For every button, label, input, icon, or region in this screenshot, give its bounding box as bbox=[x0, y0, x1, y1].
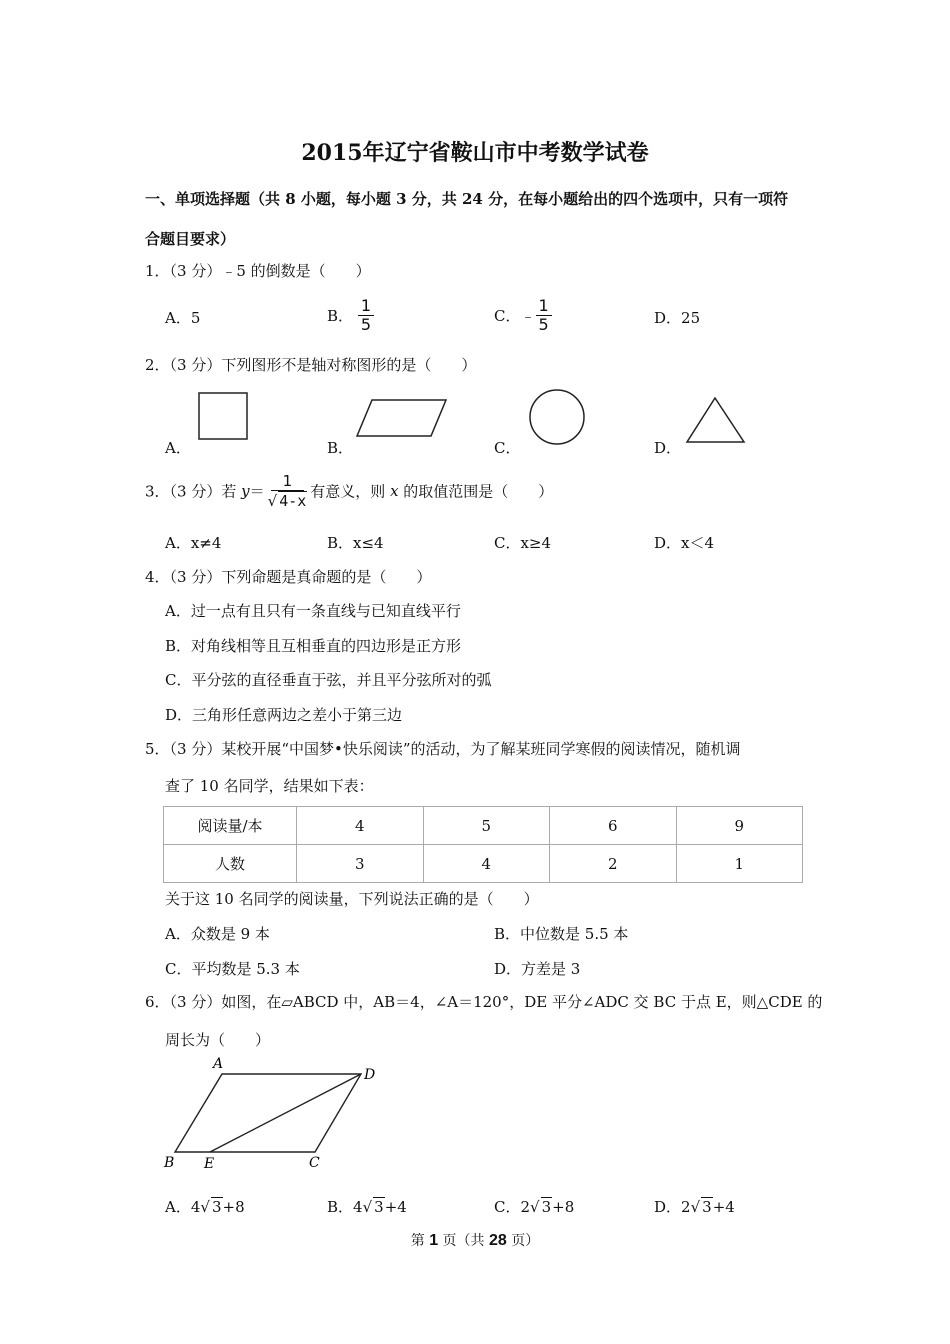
footer-page-total: 28 bbox=[489, 1232, 507, 1249]
q1-option-c bbox=[494, 297, 552, 334]
q2-stem: 2．（3 分）下列图形不是轴对称图形的是（ ） bbox=[145, 356, 477, 374]
minus-sign: ﹣ bbox=[520, 307, 536, 325]
table-row bbox=[164, 845, 803, 883]
q1-option-a: A．5 bbox=[165, 309, 201, 327]
q3-stem bbox=[145, 472, 553, 510]
q5-option-d: D．方差是 3 bbox=[494, 960, 581, 978]
table-cell: 9 bbox=[676, 807, 803, 845]
fraction-numerator: 1 bbox=[536, 297, 552, 316]
option-suffix: +8 bbox=[552, 1198, 575, 1216]
option-suffix: +4 bbox=[384, 1198, 407, 1216]
q1-option-b-fraction bbox=[358, 297, 374, 334]
q1-stem: 1．（3 分）﹣5 的倒数是（ ） bbox=[145, 262, 371, 280]
q6-option-d: D．2√ 3+4 bbox=[654, 1198, 735, 1216]
q2-option-a: A． bbox=[165, 439, 191, 457]
circle-figure bbox=[526, 386, 588, 448]
q5-stem-line1: 5．（3 分）某校开展“中国梦•快乐阅读”的活动，为了解某班同学寒假的阅读情况，随机调 bbox=[145, 740, 741, 758]
q6-stem-line2: 周长为（ ） bbox=[165, 1031, 271, 1049]
q6-option-a: A．4√ 3+8 bbox=[165, 1198, 245, 1216]
table-cell: 6 bbox=[550, 807, 677, 845]
fraction-denominator: √ 4-x bbox=[267, 492, 307, 510]
footer-pre: 第 bbox=[410, 1233, 430, 1249]
option-suffix: +4 bbox=[712, 1198, 735, 1216]
q5-option-c: C．平均数是 5.3 本 bbox=[165, 960, 300, 978]
q2-option-c: C． bbox=[494, 439, 521, 457]
fraction-denominator: 5 bbox=[538, 315, 549, 334]
option-prefix: D．2 bbox=[654, 1198, 691, 1216]
q5-option-a: A．众数是 9 本 bbox=[165, 925, 270, 943]
parallelogram-outline bbox=[175, 1074, 361, 1152]
q6-option-b: B．4√ 3+4 bbox=[327, 1198, 407, 1216]
var-y: y bbox=[241, 482, 250, 500]
reading-table bbox=[163, 806, 803, 883]
triangle-figure bbox=[684, 394, 748, 446]
q6-stem-line1: 6．（3 分）如图，在▱ABCD 中，AB＝4，∠A＝120°，DE 平分∠ADC 交 BC 于点 E，则△CDE 的 bbox=[145, 993, 823, 1011]
option-prefix: A．4 bbox=[165, 1198, 201, 1216]
fraction-numerator: 1 bbox=[271, 472, 305, 491]
equals-sign: ＝ bbox=[249, 482, 265, 501]
table-cell: 人数 bbox=[164, 845, 297, 883]
fraction-numerator: 1 bbox=[358, 297, 374, 316]
radicand: 3 bbox=[211, 1198, 222, 1216]
q3-option-d: D．x＜4 bbox=[654, 534, 715, 552]
q3-suffix2: 的取值范围是（ ） bbox=[398, 482, 554, 501]
footer-mid: 页（共 bbox=[438, 1233, 489, 1249]
point-label-d: D bbox=[364, 1067, 376, 1083]
table-cell: 4 bbox=[297, 807, 424, 845]
q5-stem-line3: 关于这 10 名同学的阅读量，下列说法正确的是（ ） bbox=[165, 890, 539, 908]
page-footer bbox=[0, 1230, 950, 1250]
q1-option-d: D．25 bbox=[654, 309, 701, 327]
square-figure bbox=[195, 390, 251, 442]
option-prefix: C．2 bbox=[494, 1198, 531, 1216]
q2-option-d: D． bbox=[654, 439, 682, 457]
q3-option-c: C．x≥4 bbox=[494, 534, 552, 552]
page-title: 2015年辽宁省鞍山市中考数学试卷 bbox=[301, 140, 649, 166]
section-heading-line2: 合题目要求） bbox=[145, 230, 236, 248]
q1-option-b bbox=[327, 297, 374, 334]
q3-option-a: A．x≠4 bbox=[165, 534, 222, 552]
footer-page-number: 1 bbox=[429, 1232, 439, 1249]
fraction-denominator: 5 bbox=[360, 315, 371, 334]
option-prefix: B．4 bbox=[327, 1198, 363, 1216]
point-label-c: C bbox=[309, 1155, 320, 1171]
q3-prefix: 3．（3 分）若 bbox=[145, 482, 242, 501]
table-row bbox=[164, 807, 803, 845]
radicand: 3 bbox=[541, 1198, 552, 1216]
parallelogram-figure bbox=[354, 396, 450, 440]
q1-option-c-label: C． bbox=[494, 307, 521, 325]
q4-option-a: A．过一点有且只有一条直线与已知直线平行 bbox=[165, 602, 461, 620]
q3-option-b: B．x≤4 bbox=[327, 534, 384, 552]
q5-stem-line2: 查了 10 名同学，结果如下表： bbox=[165, 777, 374, 795]
point-label-a: A bbox=[213, 1056, 224, 1072]
table-cell: 2 bbox=[550, 845, 677, 883]
parallelogram-abcd-figure bbox=[160, 1056, 390, 1176]
radicand: 4-x bbox=[279, 492, 307, 510]
q3-suffix1: 有意义，则 bbox=[310, 482, 391, 501]
table-cell: 3 bbox=[297, 845, 424, 883]
section-heading-line1: 一、单项选择题（共 8 小题，每小题 3 分，共 24 分，在每小题给出的四个选项中，只有一项符 bbox=[145, 190, 789, 208]
q4-stem: 4．（3 分）下列命题是真命题的是（ ） bbox=[145, 568, 432, 586]
table-cell: 阅读量/本 bbox=[164, 807, 297, 845]
point-label-b: B bbox=[164, 1155, 175, 1171]
footer-post: 页） bbox=[506, 1233, 540, 1249]
radicand: 3 bbox=[374, 1198, 384, 1216]
q1-option-c-fraction bbox=[536, 297, 552, 334]
var-x: x bbox=[390, 482, 399, 500]
q5-option-b: B．中位数是 5.5 本 bbox=[494, 925, 629, 943]
q4-option-c: C．平分弦的直径垂直于弦，并且平分弦所对的弧 bbox=[165, 671, 492, 689]
point-label-e: E bbox=[204, 1156, 215, 1172]
q4-option-b: B．对角线相等且互相垂直的四边形是正方形 bbox=[165, 637, 462, 655]
q1-option-b-label: B． bbox=[327, 307, 354, 325]
q3-fraction bbox=[265, 472, 311, 510]
q2-option-b: B． bbox=[327, 439, 354, 457]
option-suffix: +8 bbox=[222, 1198, 245, 1216]
q6-option-c: C．2√ 3+8 bbox=[494, 1198, 575, 1216]
table-cell: 4 bbox=[423, 845, 550, 883]
table-cell: 1 bbox=[676, 845, 803, 883]
radicand: 3 bbox=[702, 1198, 712, 1216]
table-cell: 5 bbox=[423, 807, 550, 845]
q4-option-d: D．三角形任意两边之差小于第三边 bbox=[165, 706, 403, 724]
